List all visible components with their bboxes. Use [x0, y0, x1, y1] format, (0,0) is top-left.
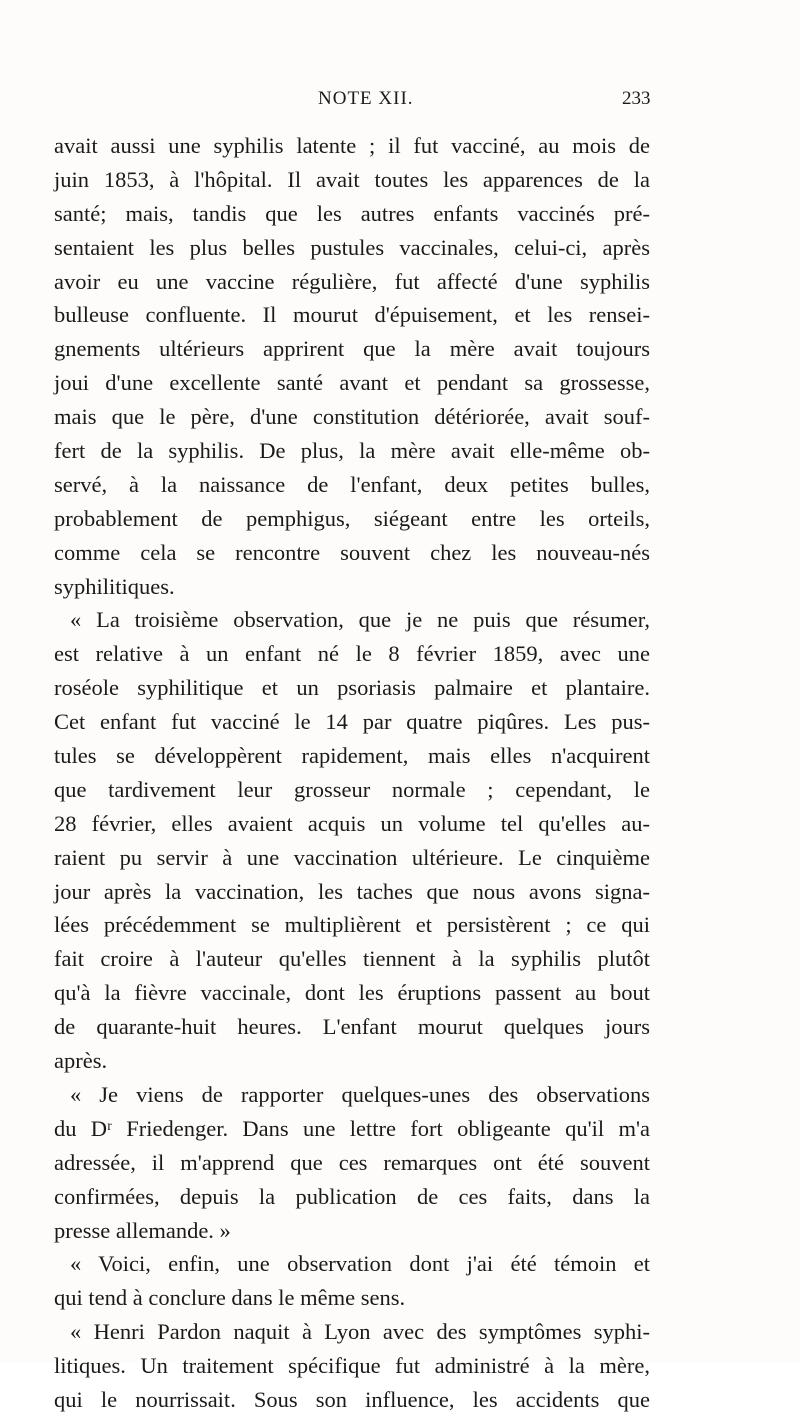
running-title: NOTE XII. [318, 88, 414, 109]
text-line: joui d'une excellente santé avant et pendant sa grossesse, [54, 370, 650, 396]
running-head [0, 88, 800, 118]
text-line: fert de la syphilis. De plus, la mère avait elle-même ob- [54, 438, 650, 464]
text-line: mais que le père, d'une constitution détériorée, avait souf- [54, 404, 650, 430]
text-line: probablement de pemphigus, siégeant entre les orteils, [54, 505, 650, 531]
text-line: bulleuse confluente. Il mourut d'épuisement, et les rensei- [54, 302, 650, 328]
page-number: 233 [622, 88, 651, 109]
text-line: lées précédemment se multiplièrent et persistèrent ; ce qui [54, 912, 650, 938]
text-line: comme cela se rencontre souvent chez les nouveau-nés [54, 539, 650, 565]
text-line: avoir eu une vaccine régulière, fut affecté d'une syphilis [54, 268, 650, 294]
text-line: est relative à un enfant né le 8 février 1859, avec une [54, 641, 650, 667]
text-line: jour après la vaccination, les taches que nous avons signa- [54, 878, 650, 904]
text-line: santé; mais, tandis que les autres enfants vaccinés pré- [54, 200, 650, 226]
text-line: qui le nourrissait. Sous son influence, les accidents que [54, 1386, 650, 1412]
paragraph-start-line: « Voici, enfin, une observation dont j'ai été témoin et [70, 1251, 650, 1277]
text-line: que tardivement leur grosseur normale ; cependant, le [54, 776, 650, 802]
text-line: 28 février, elles avaient acquis un volume tel qu'elles au- [54, 810, 650, 836]
text-line: confirmées, depuis la publication de ces faits, dans la [54, 1183, 650, 1209]
body-text [54, 129, 650, 1417]
paragraph-end-line: qui tend à conclure dans le même sens. [54, 1285, 406, 1311]
paragraph-end-line: après. [54, 1048, 108, 1074]
paragraph-start-line: « Henri Pardon naquit à Lyon avec des symptômes syphi- [70, 1319, 650, 1345]
paragraph-end-line: presse allemande. » [54, 1217, 231, 1243]
paragraph-start-line: « La troisième observation, que je ne puis que résumer, [70, 607, 650, 633]
text-line: gnements ultérieurs apprirent que la mère avait toujours [54, 336, 650, 362]
text-line: roséole syphilitique et un psoriasis palmaire et plantaire. [54, 675, 650, 701]
paragraph-end-line: syphilitiques. [54, 573, 175, 599]
text-line: tules se développèrent rapidement, mais elles n'acquirent [54, 743, 650, 769]
text-line: de quarante-huit heures. L'enfant mourut quelques jours [54, 1014, 650, 1040]
text-line: juin 1853, à l'hôpital. Il avait toutes les apparences de la [54, 166, 650, 192]
text-line: du Dʳ Friedenger. Dans une lettre fort obligeante qu'il m'a [54, 1115, 650, 1141]
text-line: fait croire à l'auteur qu'elles tiennent à la syphilis plutôt [54, 946, 650, 972]
text-line: raient pu servir à une vaccination ultérieure. Le cinquième [54, 844, 650, 870]
text-line: adressée, il m'apprend que ces remarques ont été souvent [54, 1149, 650, 1175]
text-line: sentaient les plus belles pustules vaccinales, celui-ci, après [54, 234, 650, 260]
text-line: avait aussi une syphilis latente ; il fut vacciné, au mois de [54, 133, 650, 158]
text-line: servé, à la naissance de l'enfant, deux petites bulles, [54, 471, 650, 497]
paragraph-start-line: « Je viens de rapporter quelques-unes des observations [70, 1081, 650, 1107]
text-line: Cet enfant fut vacciné le 14 par quatre piqûres. Les pus- [54, 709, 650, 735]
text-line: qu'à la fièvre vaccinale, dont les éruptions passent au bout [54, 980, 650, 1006]
text-line: litiques. Un traitement spécifique fut administré à la mère, [54, 1353, 650, 1379]
